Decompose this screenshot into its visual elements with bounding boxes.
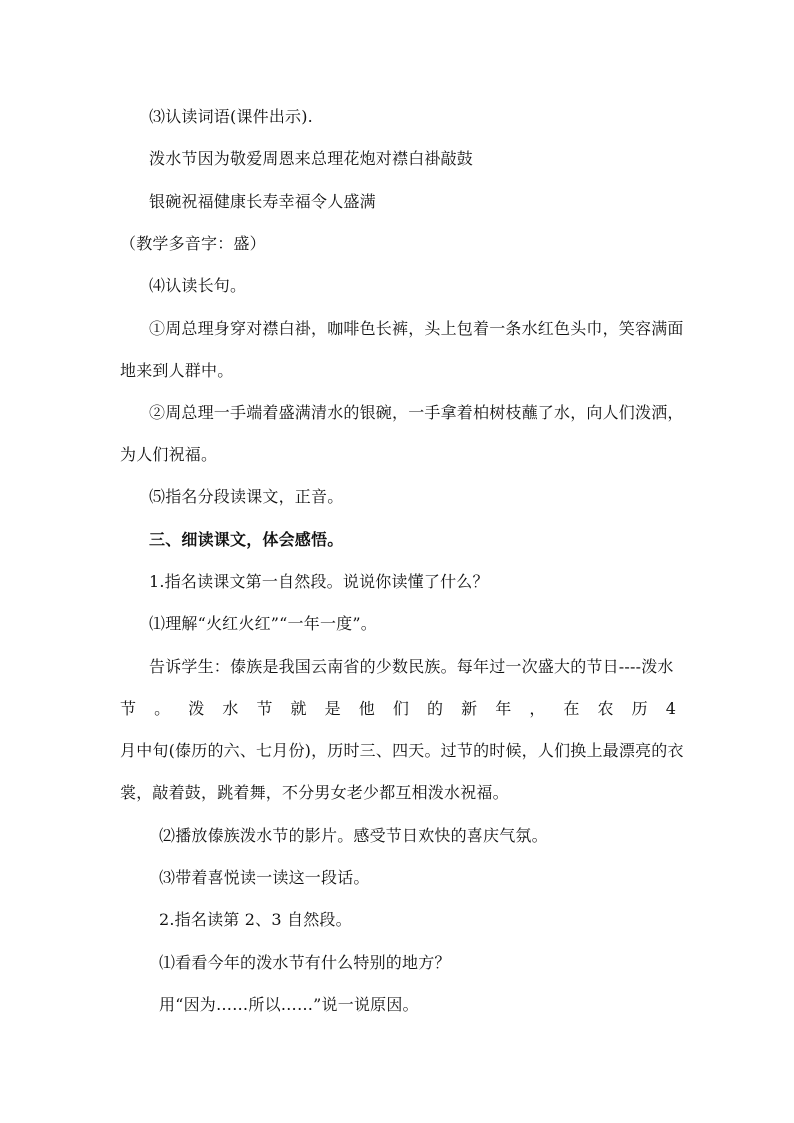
justified-char: 水 <box>222 699 239 718</box>
text-line-19: ⑶带着喜悦读一读这一段话。 <box>159 868 370 887</box>
text-line-16: 月中旬(傣历的六、七月份)，历时三、四天。过节的时候，人们换上最漂亮的衣 <box>120 741 684 760</box>
justified-char: 4 <box>665 699 676 718</box>
justified-char: 年 <box>495 699 512 718</box>
text-line-10: ⑸指名分段读课文，正音。 <box>149 487 344 506</box>
text-line-7: 地来到人群中。 <box>120 361 234 380</box>
justified-char: ， <box>529 699 546 718</box>
text-line-1: ⑶认读词语(课件出示). <box>149 107 313 126</box>
text-line-22: 用“因为……所以……”说一说原因。 <box>159 995 419 1014</box>
justified-char: 就 <box>290 699 307 718</box>
text-line-21: ⑴看看今年的泼水节有什么特别的地方？ <box>159 953 451 972</box>
text-line-12: 1.指名读课文第一自然段。说说你读懂了什么？ <box>149 572 489 591</box>
justified-char: 新 <box>461 699 478 718</box>
text-line-5: ⑷认读长句。 <box>149 276 247 295</box>
justified-char: 是 <box>324 699 341 718</box>
justified-char: 。 <box>154 699 171 718</box>
text-line-3: 银碗祝福健康长寿幸福令人盛满 <box>149 192 376 211</box>
text-line-4: （教学多音字：盛） <box>120 234 266 253</box>
text-line-14: 告诉学生：傣族是我国云南省的少数民族。每年过一次盛大的节日----泼水 <box>149 657 674 676</box>
justified-char: 们 <box>392 699 409 718</box>
justified-char: 泼 <box>188 699 205 718</box>
justified-char: 历 <box>631 699 648 718</box>
text-line-8: ②周总理一手端着盛满清水的银碗，一手拿着柏树枝蘸了水，向人们泼洒， <box>149 403 684 422</box>
justified-char: 节 <box>256 699 273 718</box>
text-line-20: 2.指名读第 2、3 自然段。 <box>159 910 352 929</box>
text-line-6: ①周总理身穿对襟白褂，咖啡色长裤，头上包着一条水红色头巾，笑容满面 <box>149 319 684 338</box>
justified-char: 的 <box>426 699 443 718</box>
text-line-13: ⑴理解“火红火红”“一年一度”。 <box>149 614 377 633</box>
text-line-2: 泼水节因为敬爱周恩来总理花炮对襟白褂敲鼓 <box>149 149 474 168</box>
justified-text-line <box>120 698 676 720</box>
text-line-17: 裳，敲着鼓，跳着舞，不分男女老少都互相泼水祝福。 <box>120 783 509 802</box>
justified-char: 他 <box>358 699 375 718</box>
text-line-18: ⑵播放傣族泼水节的影片。感受节日欢快的喜庆气氛。 <box>159 826 548 845</box>
justified-char: 农 <box>597 699 614 718</box>
text-line-9: 为人们祝福。 <box>120 445 218 464</box>
justified-char: 在 <box>563 699 580 718</box>
justified-char: 节 <box>120 699 137 718</box>
section-heading: 三、细读课文，体会感悟。 <box>149 530 344 549</box>
